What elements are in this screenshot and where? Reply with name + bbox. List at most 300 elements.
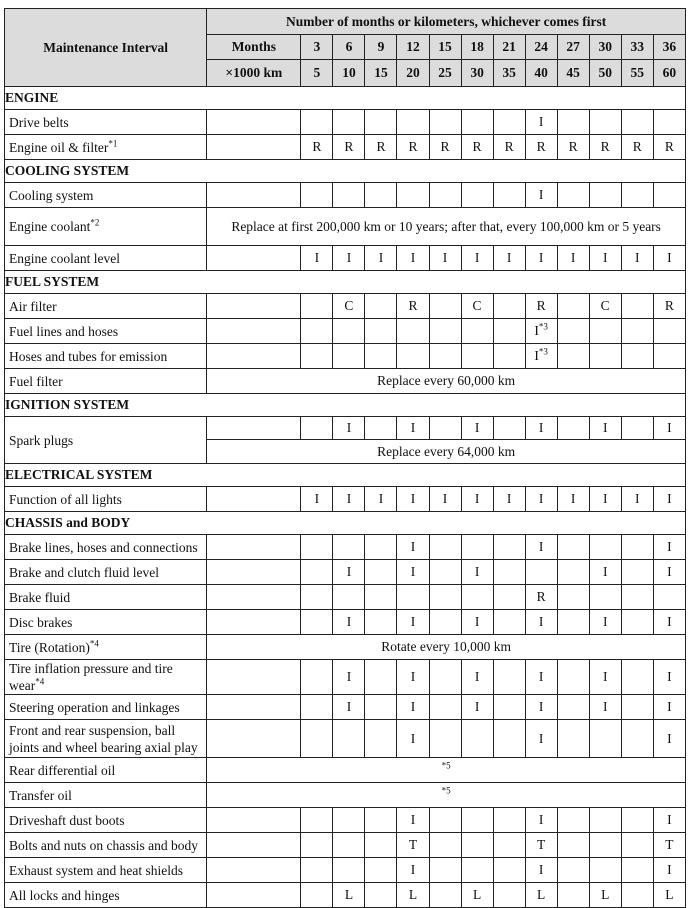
interval-cell — [397, 183, 429, 208]
interval-cell — [461, 319, 493, 344]
interval-cell: I — [525, 858, 557, 883]
interval-cell: I — [525, 110, 557, 135]
table-row — [5, 883, 686, 908]
interval-cell — [589, 319, 621, 344]
interval-cell — [333, 183, 365, 208]
table-row — [5, 294, 686, 319]
interval-cell: R — [621, 135, 653, 160]
interval-cell: I — [653, 858, 685, 883]
item-name — [5, 487, 207, 512]
interval-cell — [557, 720, 589, 758]
interval-cell — [333, 833, 365, 858]
interval-cell: R — [365, 135, 397, 160]
km-header-cell: 40 — [525, 60, 557, 87]
month-header-cell: 27 — [557, 35, 589, 60]
interval-cell — [301, 535, 333, 560]
item-name — [5, 660, 207, 695]
interval-cell: L — [525, 883, 557, 908]
interval-cell: I — [493, 487, 525, 512]
interval-cell: T — [397, 833, 429, 858]
interval-cell: I — [461, 660, 493, 695]
item-name — [5, 369, 207, 394]
footnote-mark: *1 — [108, 138, 118, 148]
interval-cell — [557, 695, 589, 720]
interval-cell — [365, 110, 397, 135]
interval-cell — [493, 808, 525, 833]
interval-cell: L — [589, 883, 621, 908]
interval-cell — [621, 858, 653, 883]
interval-cell — [621, 808, 653, 833]
item-label: Driveshaft dust boots — [9, 812, 125, 828]
interval-cell: I — [653, 487, 685, 512]
interval-cell: I — [429, 246, 461, 271]
interval-cell: I — [621, 246, 653, 271]
table-row — [5, 246, 686, 271]
interval-cell — [365, 560, 397, 585]
empty-cell — [207, 344, 301, 369]
interval-cell — [653, 585, 685, 610]
interval-cell — [621, 535, 653, 560]
interval-cell: I — [525, 487, 557, 512]
item-name — [5, 808, 207, 833]
interval-cell: I — [397, 808, 429, 833]
interval-cell — [397, 585, 429, 610]
interval-cell — [525, 560, 557, 585]
item-label: Steering operation and linkages — [9, 699, 180, 715]
span-note — [207, 783, 686, 808]
interval-cell — [557, 294, 589, 319]
interval-cell: I — [397, 660, 429, 695]
span-note: Replace every 64,000 km — [207, 440, 686, 464]
interval-cell — [333, 535, 365, 560]
km-header-cell: 5 — [301, 60, 333, 87]
interval-cell — [621, 183, 653, 208]
interval-cell: I — [589, 695, 621, 720]
item-name — [5, 833, 207, 858]
interval-cell: I — [397, 535, 429, 560]
item-name — [5, 183, 207, 208]
interval-cell: I — [525, 535, 557, 560]
interval-cell: I — [653, 720, 685, 758]
interval-cell: I — [333, 695, 365, 720]
interval-cell — [621, 417, 653, 440]
interval-cell: I — [653, 246, 685, 271]
section-title: ENGINE — [5, 87, 686, 110]
section-title: IGNITION SYSTEM — [5, 394, 686, 417]
footnote-mark: *4 — [35, 676, 45, 687]
table-row — [5, 660, 686, 695]
interval-cell: I — [333, 417, 365, 440]
interval-cell: I — [461, 487, 493, 512]
interval-cell: I — [589, 246, 621, 271]
interval-cell — [301, 660, 333, 695]
interval-cell: R — [653, 135, 685, 160]
interval-cell — [493, 344, 525, 369]
interval-cell — [557, 535, 589, 560]
interval-cell: C — [589, 294, 621, 319]
km-header-cell: 60 — [653, 60, 685, 87]
interval-cell — [429, 858, 461, 883]
interval-cell: I — [397, 487, 429, 512]
interval-cell — [557, 560, 589, 585]
interval-cell — [557, 883, 589, 908]
footnote-mark: *2 — [90, 217, 100, 228]
item-label: Brake and clutch fluid level — [9, 564, 159, 580]
interval-cell — [301, 858, 333, 883]
interval-cell — [621, 610, 653, 635]
interval-cell — [589, 535, 621, 560]
interval-cell: R — [653, 294, 685, 319]
interval-cell — [365, 585, 397, 610]
interval-cell: I — [333, 560, 365, 585]
interval-cell: I — [461, 695, 493, 720]
item-label: Brake fluid — [9, 589, 71, 605]
interval-cell: I — [525, 417, 557, 440]
month-header-cell: 3 — [301, 35, 333, 60]
table-row — [5, 833, 686, 858]
interval-cell: R — [493, 135, 525, 160]
km-header-cell: 25 — [429, 60, 461, 87]
interval-cell — [301, 585, 333, 610]
interval-cell — [429, 610, 461, 635]
table-row — [5, 758, 686, 783]
table-row — [5, 208, 686, 246]
item-name — [5, 208, 207, 246]
section-header-row — [5, 87, 686, 110]
interval-cell — [301, 833, 333, 858]
interval-cell — [397, 319, 429, 344]
empty-cell — [207, 110, 301, 135]
interval-cell — [621, 695, 653, 720]
item-label: Air filter — [9, 298, 57, 314]
interval-cell — [493, 610, 525, 635]
section-header-row — [5, 394, 686, 417]
table-row — [5, 808, 686, 833]
section-header-row — [5, 271, 686, 294]
interval-cell — [621, 294, 653, 319]
item-name — [5, 535, 207, 560]
interval-cell: L — [653, 883, 685, 908]
interval-cell: I — [653, 560, 685, 585]
section-title: COOLING SYSTEM — [5, 160, 686, 183]
interval-cell — [557, 808, 589, 833]
interval-cell — [333, 585, 365, 610]
table-row — [5, 183, 686, 208]
interval-cell — [429, 808, 461, 833]
interval-cell — [429, 883, 461, 908]
interval-cell: C — [461, 294, 493, 319]
interval-cell: I — [301, 246, 333, 271]
interval-cell — [621, 344, 653, 369]
interval-cell — [653, 110, 685, 135]
table-row — [5, 135, 686, 160]
interval-cell: T — [525, 833, 557, 858]
interval-cell — [333, 858, 365, 883]
interval-cell: R — [301, 135, 333, 160]
interval-cell — [365, 833, 397, 858]
interval-cell — [461, 535, 493, 560]
interval-cell — [653, 319, 685, 344]
interval-cell — [365, 344, 397, 369]
interval-cell: L — [333, 883, 365, 908]
km-header-cell: 35 — [493, 60, 525, 87]
interval-cell — [621, 833, 653, 858]
interval-cell — [365, 660, 397, 695]
km-header-cell: 10 — [333, 60, 365, 87]
month-header-cell: 15 — [429, 35, 461, 60]
interval-cell — [493, 319, 525, 344]
interval-cell — [493, 183, 525, 208]
interval-cell — [557, 319, 589, 344]
interval-cell: I — [557, 487, 589, 512]
km-header-cell: 15 — [365, 60, 397, 87]
interval-cell — [589, 808, 621, 833]
interval-cell — [301, 344, 333, 369]
interval-cell — [461, 585, 493, 610]
interval-cell — [621, 110, 653, 135]
span-note: Replace at first 200,000 km or 10 years; after that, every 100,000 km or 5 years — [207, 208, 686, 246]
interval-cell — [365, 183, 397, 208]
interval-cell: I — [397, 695, 429, 720]
interval-cell: I — [397, 560, 429, 585]
section-title: CHASSIS and BODY — [5, 512, 686, 535]
item-name — [5, 783, 207, 808]
km-header-cell: 55 — [621, 60, 653, 87]
interval-cell — [461, 808, 493, 833]
interval-cell — [621, 660, 653, 695]
interval-cell — [493, 110, 525, 135]
interval-cell — [557, 660, 589, 695]
item-label: Transfer oil — [9, 787, 72, 803]
footnote-mark: *4 — [89, 638, 99, 648]
interval-cell — [365, 610, 397, 635]
km-header-cell: 30 — [461, 60, 493, 87]
interval-cell: R — [589, 135, 621, 160]
interval-cell: I — [397, 246, 429, 271]
interval-cell: I — [397, 610, 429, 635]
table-row — [5, 560, 686, 585]
table-row — [5, 610, 686, 635]
interval-cell: I — [365, 246, 397, 271]
table-row — [5, 369, 686, 394]
empty-cell — [207, 535, 301, 560]
interval-cell: I — [461, 246, 493, 271]
interval-cell: I — [525, 695, 557, 720]
interval-cell: R — [525, 135, 557, 160]
month-header-cell: 21 — [493, 35, 525, 60]
item-label: Fuel lines and hoses — [9, 323, 119, 339]
interval-cell — [429, 344, 461, 369]
footnote-mark: *3 — [538, 321, 548, 332]
item-label: All locks and hinges — [9, 887, 120, 903]
interval-cell: R — [333, 135, 365, 160]
table-row — [5, 720, 686, 758]
interval-cell: R — [525, 294, 557, 319]
interval-cell — [621, 883, 653, 908]
interval-cell — [301, 417, 333, 440]
table-body — [5, 87, 686, 908]
item-name — [5, 319, 207, 344]
interval-cell — [333, 808, 365, 833]
footnote-mark: *3 — [538, 346, 548, 357]
span-note: Rotate every 10,000 km — [207, 635, 686, 660]
item-name — [5, 610, 207, 635]
empty-cell — [207, 695, 301, 720]
interval-cell — [301, 560, 333, 585]
table-row — [5, 783, 686, 808]
interval-cell: I — [525, 183, 557, 208]
table-row — [5, 487, 686, 512]
interval-cell — [493, 560, 525, 585]
interval-cell — [589, 720, 621, 758]
item-label: Disc brakes — [9, 614, 73, 630]
empty-cell — [207, 319, 301, 344]
empty-cell — [207, 610, 301, 635]
interval-cell: I — [589, 487, 621, 512]
span-note — [207, 758, 686, 783]
table-row — [5, 635, 686, 660]
interval-cell — [653, 344, 685, 369]
interval-cell: I — [589, 660, 621, 695]
interval-cell: I — [301, 487, 333, 512]
interval-cell — [365, 720, 397, 758]
interval-cell — [429, 695, 461, 720]
interval-cell: R — [397, 294, 429, 319]
interval-cell — [333, 344, 365, 369]
interval-cell: I — [589, 560, 621, 585]
month-header-cell: 33 — [621, 35, 653, 60]
interval-cell — [301, 183, 333, 208]
interval-cell — [429, 535, 461, 560]
interval-cell — [333, 110, 365, 135]
month-header-cell: 30 — [589, 35, 621, 60]
item-label: Engine coolant level — [9, 250, 120, 266]
km-label: ×1000 km — [207, 60, 301, 87]
interval-cell — [493, 833, 525, 858]
interval-cell — [493, 858, 525, 883]
km-header-cell: 20 — [397, 60, 429, 87]
empty-cell — [207, 183, 301, 208]
interval-cell: $I^{*3}$ — [525, 319, 557, 344]
item-name — [5, 135, 207, 160]
item-label: Engine coolant — [9, 219, 91, 234]
interval-cell: I — [589, 417, 621, 440]
interval-cell — [493, 720, 525, 758]
interval-cell — [589, 585, 621, 610]
item-label: Function of all lights — [9, 491, 122, 507]
interval-cell — [365, 883, 397, 908]
interval-cell — [397, 110, 429, 135]
interval-cell: R — [557, 135, 589, 160]
interval-cell: I — [653, 535, 685, 560]
km-header-cell: 45 — [557, 60, 589, 87]
interval-cell — [365, 808, 397, 833]
interval-cell — [493, 695, 525, 720]
interval-cell: T — [653, 833, 685, 858]
item-name — [5, 883, 207, 908]
interval-cell: L — [397, 883, 429, 908]
interval-cell — [493, 535, 525, 560]
item-name — [5, 246, 207, 271]
interval-cell — [301, 294, 333, 319]
interval-cell — [557, 344, 589, 369]
interval-cell: I — [653, 808, 685, 833]
interval-cell: I — [653, 660, 685, 695]
interval-cell — [557, 417, 589, 440]
interval-cell: I — [525, 246, 557, 271]
item-label: Hoses and tubes for emission — [9, 348, 168, 364]
interval-cell: I — [333, 487, 365, 512]
interval-cell — [301, 808, 333, 833]
interval-cell — [461, 833, 493, 858]
table-row — [5, 585, 686, 610]
interval-cell — [429, 294, 461, 319]
interval-cell: $I^{*3}$ — [525, 344, 557, 369]
interval-cell — [429, 833, 461, 858]
item-label: Cooling system — [9, 187, 94, 203]
month-header-cell: 6 — [333, 35, 365, 60]
item-name — [5, 294, 207, 319]
interval-cell: R — [397, 135, 429, 160]
interval-cell — [557, 610, 589, 635]
interval-cell — [301, 110, 333, 135]
month-header-cell: 36 — [653, 35, 685, 60]
item-name — [5, 720, 207, 758]
item-label: Front and rear suspension, ball joints and wheel bearing axial play — [9, 722, 198, 755]
item-label: Exhaust system and heat shields — [9, 862, 183, 878]
item-name — [5, 585, 207, 610]
interval-cell — [397, 344, 429, 369]
interval-cell — [493, 883, 525, 908]
empty-cell — [207, 833, 301, 858]
item-name — [5, 635, 207, 660]
interval-cell — [589, 183, 621, 208]
interval-cell — [429, 560, 461, 585]
interval-cell — [365, 319, 397, 344]
interval-cell: I — [653, 610, 685, 635]
empty-cell — [207, 294, 301, 319]
item-name — [5, 560, 207, 585]
interval-cell — [365, 858, 397, 883]
empty-cell — [207, 720, 301, 758]
item-name — [5, 110, 207, 135]
interval-cell — [557, 858, 589, 883]
table-row — [5, 344, 686, 369]
table-row — [5, 110, 686, 135]
interval-cell — [365, 535, 397, 560]
interval-cell — [301, 695, 333, 720]
item-label: Brake lines, hoses and connections — [9, 539, 198, 555]
interval-cell — [621, 585, 653, 610]
interval-cell — [589, 858, 621, 883]
interval-cell — [589, 110, 621, 135]
section-title: ELECTRICAL SYSTEM — [5, 464, 686, 487]
span-note: Replace every 60,000 km — [207, 369, 686, 394]
interval-header: Maintenance Interval — [5, 9, 207, 87]
interval-cell — [557, 585, 589, 610]
empty-cell — [207, 560, 301, 585]
interval-cell — [461, 858, 493, 883]
item-label: Engine oil & filter — [9, 139, 109, 155]
interval-cell — [461, 183, 493, 208]
interval-cell — [493, 585, 525, 610]
item-name — [5, 695, 207, 720]
interval-cell — [429, 585, 461, 610]
empty-cell — [207, 135, 301, 160]
table-header — [5, 9, 686, 87]
interval-cell — [429, 319, 461, 344]
interval-cell — [589, 833, 621, 858]
